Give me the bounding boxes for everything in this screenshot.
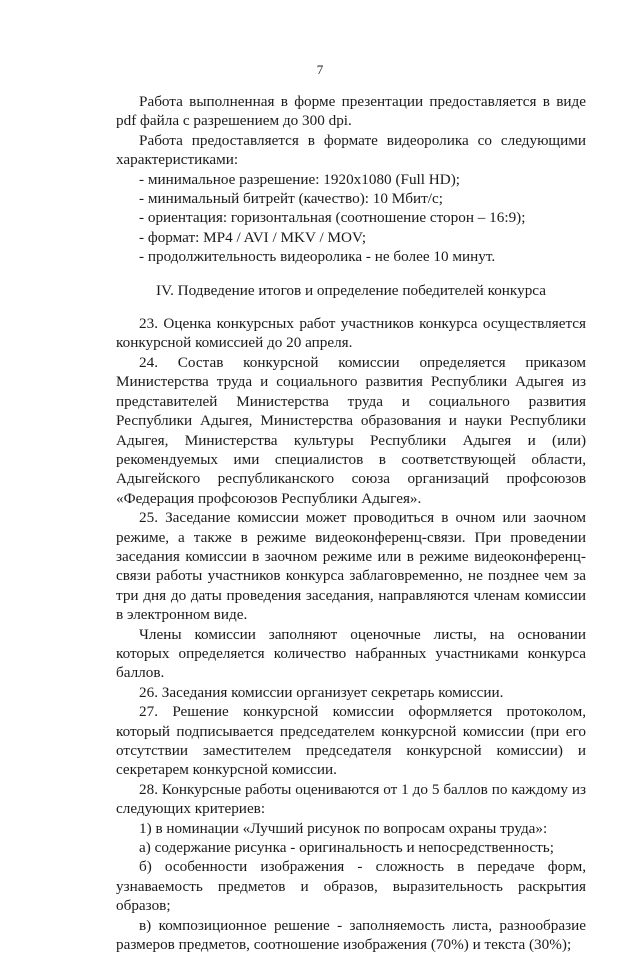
paragraph: в) композиционное решение - заполняемость листа, разнообразие размеров предметов, соотношение изображения (70%) и текста (30%);: [116, 916, 586, 954]
paragraph: 26. Заседания комиссии организует секретарь комиссии.: [139, 683, 504, 701]
paragraph: 25. Заседание комиссии может проводиться в очном или заочном режиме, а также в режиме видеоконференц-связи. При проведении заседания комиссии в заочном режиме или в режиме видеоконференц-связи работы участников конкурса заблаговременно, не позднее чем за три дня до даты проведения заседания, направляются членам комиссии в электронном виде.: [116, 509, 586, 624]
paragraph: 27. Решение конкурсной комиссии оформляется протоколом, который подписывается председателем конкурсной комиссии (при его отсутствии заместителем председателя конкурсной комиссии) и секретарем конкурсной комиссии.: [116, 703, 586, 779]
list-item: - продолжительность видеоролика - не более 10 минут.: [139, 248, 496, 266]
paragraph: 24. Состав конкурсной комиссии определяется приказом Министерства труда и социального развития Республики Адыгея из представителей Министерства труда и социального развития Республики Адыгея, Министерства образования и науки Республики Адыгея, Министерства культуры Республики Адыгея и (или) рекомендуемых ими специалистов в соответствующей области, Адыгейского республиканского союза организаций профсоюзов «Федерация профсоюзов Республики Адыгея».: [116, 353, 586, 507]
section-heading: IV. Подведение итогов и определение победителей конкурса: [156, 281, 546, 299]
list-item: - минимальный битрейт (качество): 10 Мбит/с;: [139, 190, 443, 208]
list-item: - формат: MP4 / AVI / MKV / MOV;: [139, 228, 367, 246]
paragraph: 23. Оценка конкурсных работ участников конкурса осуществляется конкурсной комиссией до 20 апреля.: [116, 315, 586, 352]
paragraph: б) особенности изображения - сложность в передаче форм, узнаваемость предметов и образов, выразительность раскрытия образов;: [116, 858, 586, 915]
paragraph: Члены комиссии заполняют оценочные листы, на основании которых определяется количество набранных участниками конкурса баллов.: [116, 625, 586, 682]
list-item: - ориентация: горизонтальная (соотношение сторон – 16:9);: [139, 209, 526, 227]
paragraph: а) содержание рисунка - оригинальность и непосредственность;: [139, 839, 554, 857]
list-item: - минимальное разрешение: 1920x1080 (Full HD);: [139, 170, 460, 188]
paragraph: 1) в номинации «Лучший рисунок по вопросам охраны труда»:: [139, 819, 548, 837]
paragraph: 28. Конкурсные работы оцениваются от 1 до 5 баллов по каждому из следующих критериев:: [116, 780, 586, 818]
document-body: [116, 92, 586, 954]
page-number: 7: [316, 62, 324, 77]
paragraph: Работа выполненная в форме презентации предоставляется в виде pdf файла с разрешением до 300 dpi.: [116, 93, 586, 130]
paragraph: Работа предоставляется в формате видеоролика со следующими характеристиками:: [116, 131, 586, 169]
